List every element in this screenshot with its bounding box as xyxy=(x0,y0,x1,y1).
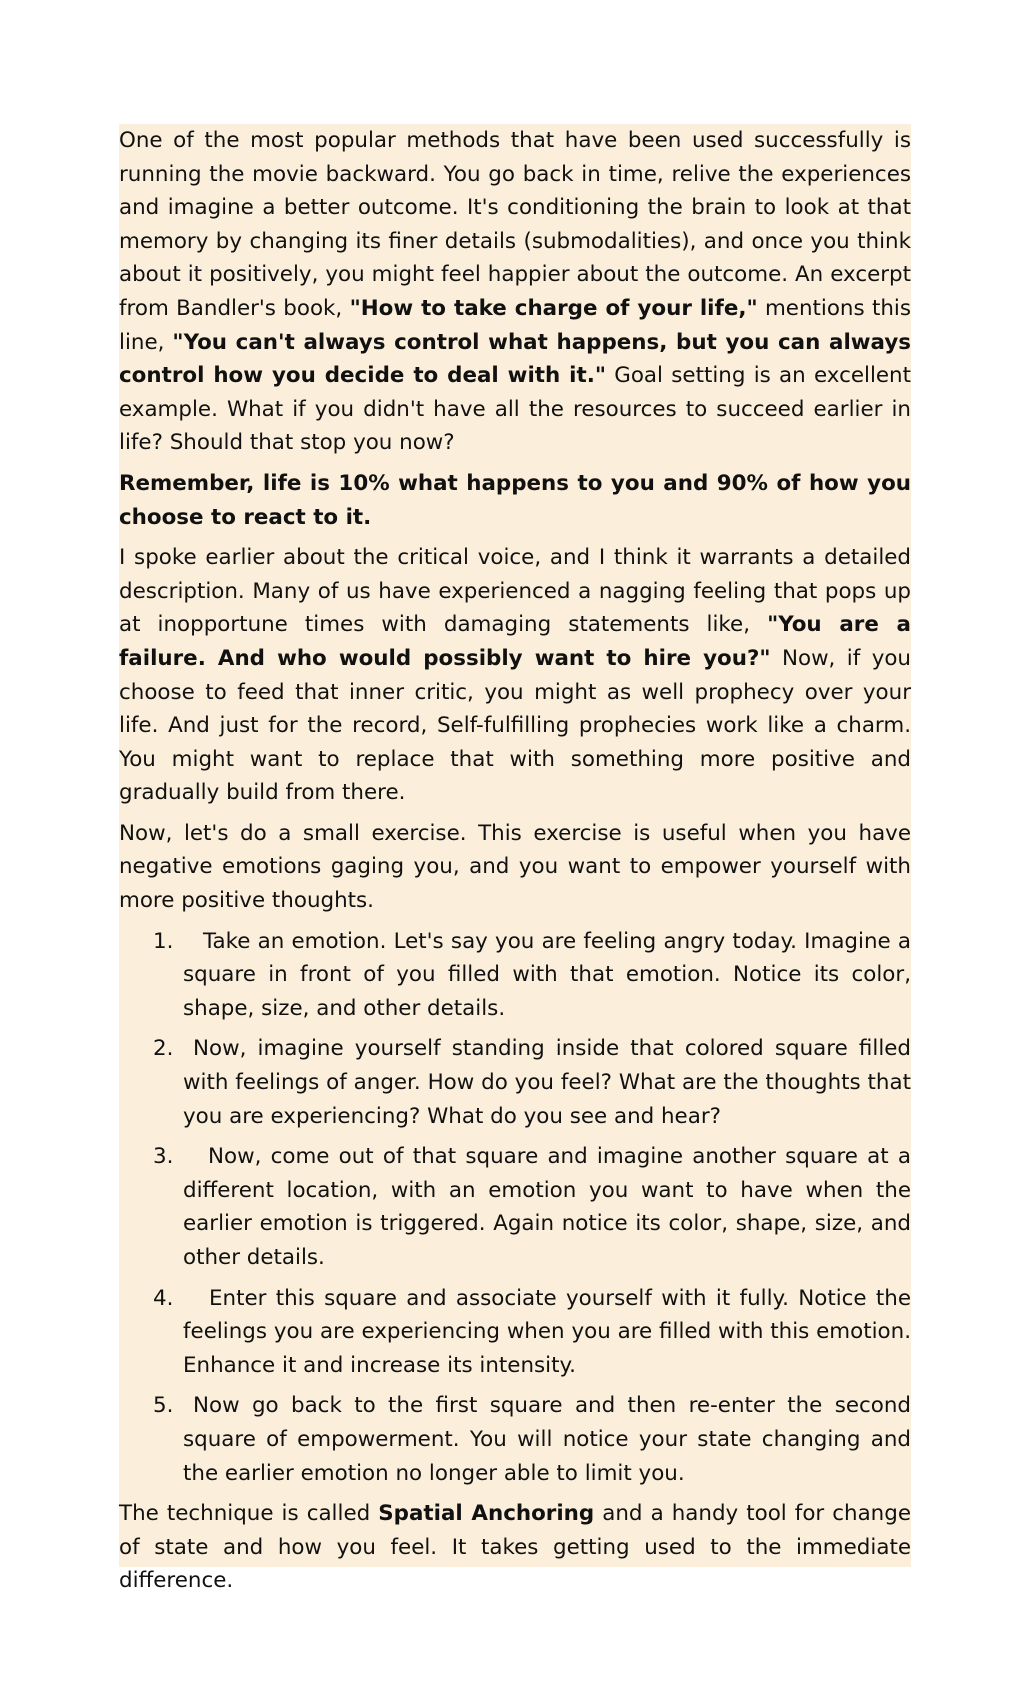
paragraph-text: and a handy tool for change of state and how you feel. It takes getting used to the immediate difference. xyxy=(119,1501,911,1594)
paragraph-remember xyxy=(119,467,911,534)
list-item-step-4 xyxy=(119,1282,911,1383)
step-number: 4. xyxy=(153,1285,174,1311)
document-body xyxy=(119,124,911,1605)
paragraph-text: I spoke earlier about the critical voice, and I think it warrants a detailed description. Many of us have experienced a nagging feeling that pops up at inopportune times with damaging statements like, xyxy=(119,545,911,638)
step-text: Now, imagine yourself standing inside that colored square filled with feelings of anger. How do you feel? What are the thoughts that you are experiencing? What do you see and hear? xyxy=(183,1036,911,1129)
list-item-step-5 xyxy=(119,1389,911,1490)
list-item-step-3 xyxy=(119,1140,911,1274)
bandler-quote: "You can't always control what happens, but you can always control how you decide to deal with it." xyxy=(119,329,911,389)
step-text: Now go back to the first square and then re-enter the second square of empowerment. You will notice your state changing and the earlier emotion no longer able to limit you. xyxy=(183,1393,911,1486)
paragraph-text: Goal setting is an excellent example. What if you didn't have all the resources to succeed earlier in life? Should that stop you now? xyxy=(119,363,911,456)
step-number: 2. xyxy=(153,1036,174,1062)
step-number: 5. xyxy=(153,1393,174,1419)
paragraph-critical-voice xyxy=(119,541,911,810)
paragraph-text: mentions this line, xyxy=(119,295,911,355)
book-title-quote: "How to take charge of your life," xyxy=(349,295,758,321)
paragraph-text: The technique is called xyxy=(119,1501,379,1527)
step-text: Enter this square and associate yourself with it fully. Notice the feelings you are experiencing when you are filled with this emotion. Enhance it and increase its intensity. xyxy=(183,1285,911,1378)
step-number: 1. xyxy=(153,928,174,954)
exercise-steps-list xyxy=(119,925,911,1491)
paragraph-text: Now, let's do a small exercise. This exercise is useful when you have negative emotions gaging you, and you want to empower yourself with more positive thoughts. xyxy=(119,820,911,914)
technique-name: Spatial Anchoring xyxy=(378,1501,595,1527)
paragraph-text: Now, if you choose to feed that inner critic, you might as well prophecy over your life. And just for the record, Self-fulfilling prophecies work like a charm. You might want to replace that with something more positive and gradually build from there. xyxy=(119,645,911,806)
paragraph-movie-backward xyxy=(119,124,911,460)
paragraph-spatial-anchoring xyxy=(119,1497,911,1598)
paragraph-exercise-intro xyxy=(119,817,911,918)
list-item-step-2 xyxy=(119,1032,911,1133)
remember-statement: Remember, life is 10% what happens to you and 90% of how you choose to react to it. xyxy=(119,470,911,530)
list-item-step-1 xyxy=(119,925,911,1026)
paragraph-text: One of the most popular methods that have been used successfully is running the movie backward. You go back in time, relive the experiences and imagine a better outcome. It's conditioning the brain to look at that memory by changing its finer details (submodalities), and once you think about it positively, you might feel happier about the outcome. An excerpt from Bandler's book, xyxy=(119,128,911,321)
step-text: Now, come out of that square and imagine another square at a different location, with an emotion you want to have when the earlier emotion is triggered. Again notice its color, shape, size, and other details. xyxy=(183,1144,911,1270)
critic-quote: "You are a failure. And who would possibly want to hire you?" xyxy=(119,612,911,671)
step-number: 3. xyxy=(153,1144,174,1170)
step-text: Take an emotion. Let's say you are feeling angry today. Imagine a square in front of you filled with that emotion. Notice its color, shape, size, and other details. xyxy=(183,928,911,1021)
